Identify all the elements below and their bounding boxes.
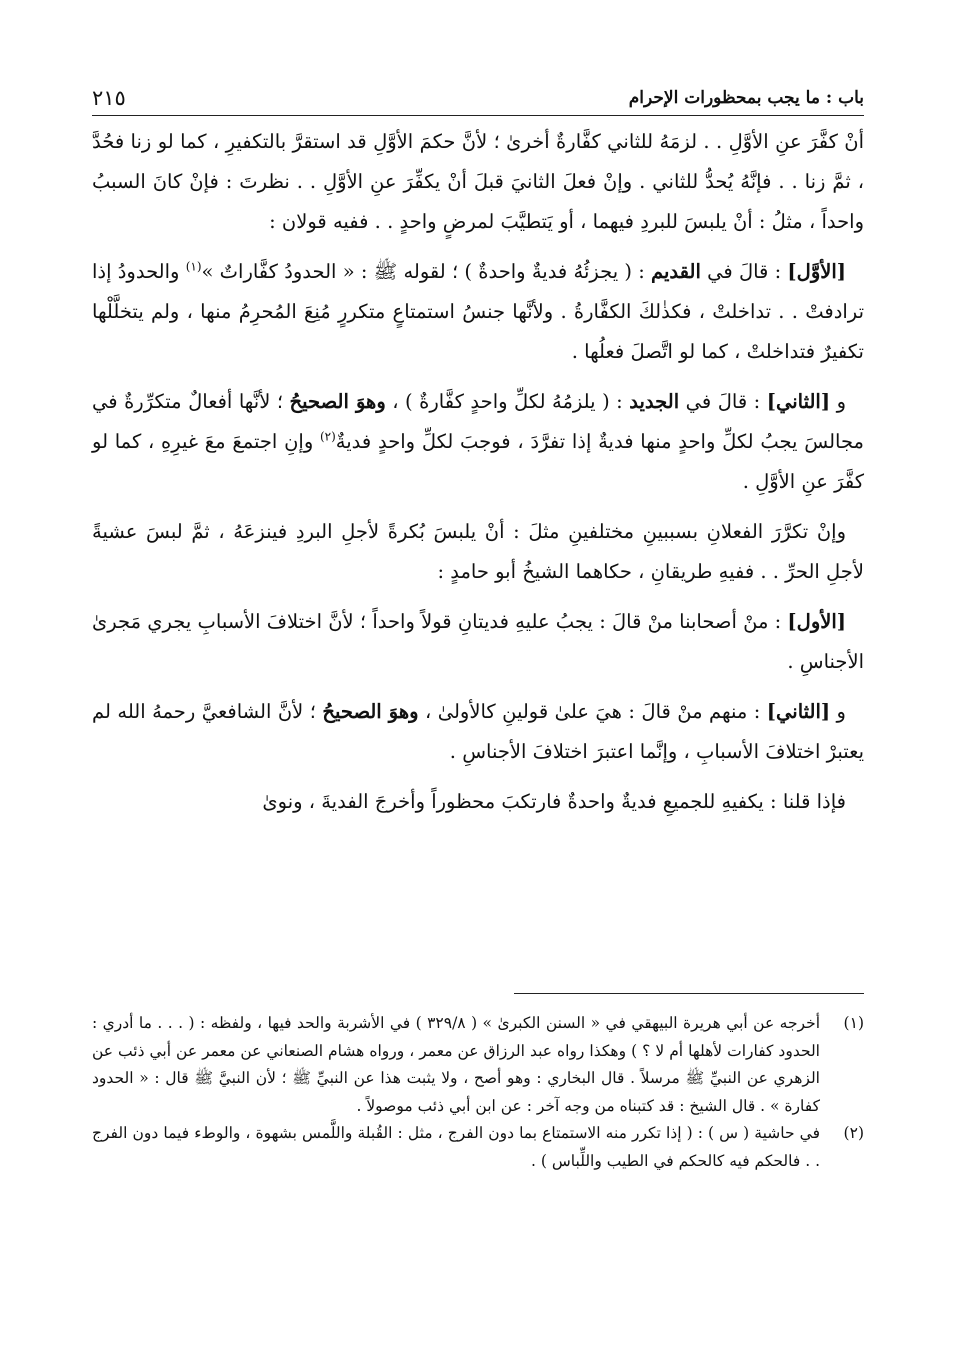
paragraph-2: [92, 252, 864, 372]
footnote-2: [92, 1120, 864, 1175]
paragraph-4: [92, 512, 864, 592]
footnote-number: (١): [843, 1014, 864, 1032]
text-run: و: [830, 390, 846, 413]
running-title: باب : ما يجب بمحظورات الإحرام: [628, 88, 864, 108]
main-text: [92, 122, 864, 832]
bold-term: وهوَ الصحيحُ: [289, 390, 386, 413]
paragraph-7: [92, 782, 864, 822]
text-run: : قالَ في: [700, 260, 788, 283]
page-header: [92, 86, 864, 116]
text-run: : قالَ في: [679, 390, 767, 413]
footnotes: [92, 1010, 864, 1175]
bold-term: [الأوَّل]: [787, 260, 846, 283]
bold-term: [الأول]: [787, 610, 846, 633]
footnote-1: [92, 1010, 864, 1120]
page-number: ٢١٥: [92, 86, 126, 110]
text-run: وإنْ تكرَّرَ الفعلانِ بسببينِ مختلفينِ مثلَ : أنْ يلبسَ بُكرةً لأجلِ البردِ فينزعَهُ ، ثمَّ لبسَ عشيةً لأجلِ الحرِّ . . ففيهِ طريقانِ ، حكاهما الشيخُ أبو حامدٍ :: [92, 520, 864, 583]
text-run: : منهم منْ قالَ : هيَ علىٰ قولينِ كالأولىٰ ،: [418, 700, 767, 723]
text-run: ؛ لأنَّها أفعالٌ متكرِّرةٌ في مجالسَ يجبُ لكلِّ واحدٍ منها فديةٌ إذا تفرَّدَ ، فوجبَ لكلِّ واحدٍ فديةٌ: [92, 390, 864, 453]
paragraph-3: [92, 382, 864, 502]
text-run: أنْ كفَّرَ عنِ الأوَّلِ . . لزمَهُ للثاني كفَّارةٌ أخرىٰ ؛ لأنَّ حكمَ الأوَّلِ قد استقرَّ بالتكفيرِ ، كما لو زنا فحُدَّ ، ثمَّ زنا . . فإنَّهُ يُحدُّ للثاني . وإنْ فعلَ الثانيَ قبلَ أنْ يكفِّرَ عنِ الأوَّلِ . . نظرتَ : فإنْ كانَ السببُ واحداً ، مثلُ : أنْ يلبسَ للبردِ فيهما ، أو يَتطيَّبَ لمرضٍ واحدٍ . . ففيه قولان :: [92, 130, 865, 233]
text-run: ؛ لأنَّ الشافعيَّ رحمهُ الله لم يعتبرْ اختلافَ الأسبابِ ، وإنَّما اعتبرَ اختلافَ الأجناسِ .: [92, 700, 864, 763]
paragraph-6: [92, 692, 864, 772]
footnote-text: أخرجه عن أبي هريرة البيهقي في « السنن الكبرىٰ » ( ٣٢٩/٨ ) في الأشربة والحد فيها ، ولفظه : ( . . . ما أدري : الحدود كفارات لأهلها أم لا ؟ ) وهكذا رواه عبد الرزاق عن معمر ، ورواه هشام الصنعاني عن معمر عن أبي ذئب عن الزهري عن النبيِّ ﷺ مرسلاً . قال البخاري : وهو أصح ، ولا يثبت هذا عن النبيِّ ﷺ ؛ لأن النبيَّ ﷺ قال : « الحدود كفارة » . قال الشيخ : قد كتبناه من وجه آخر : عن ابن أبي ذئب موصولاً .: [92, 1014, 820, 1115]
paragraph-1: [92, 122, 864, 242]
text-run: : ( يجزئُهُ فديةٌ واحدةٌ ) ؛ لقوله ﷺ : « الحدودُ كفَّاراتٌ »: [201, 260, 652, 283]
bold-term: القديم: [651, 260, 701, 283]
text-run: و: [830, 700, 846, 723]
bold-term: الجديد: [629, 390, 680, 413]
text-run: والحدودُ إذا ترادفتْ . . تداخلتْ ، فكذٰلكَ الكفَّارةُ . ولأنَّها جنسُ استمتاعٍ متكررٍ مُنِعَ المُحرِمُ منها ، ولم يتخلَّلْها تكفيرٌ فتداخلتْ ، كما لو اتَّصلَ فعلُها .: [92, 260, 864, 363]
footnote-number: (٢): [843, 1124, 864, 1142]
footnote-marker: (٢): [319, 429, 336, 444]
text-run: : ( يلزمُهُ لكلِّ واحدٍ كفَّارةٌ ) ،: [385, 390, 630, 413]
text-run: : منْ أصحابنا منْ قالَ : يجبُ عليهِ فديتانِ قولاً واحداً ؛ لأنَّ اختلافَ الأسبابِ يجري مَجرىٰ الأجناسِ .: [92, 610, 864, 673]
paragraph-5: [92, 602, 864, 682]
bold-term: [الثاني]: [766, 390, 831, 413]
footnote-text: في حاشية ( س ) : ( إذا تكرر منه الاستمتاع بما دون الفرج ، مثل : القُبلة واللَّمس بشهوة ، والوطء فيما دون الفرج . . فالحكم فيه كالحكم في الطيب واللِّباس ) .: [92, 1124, 820, 1170]
text-run: فإذا قلنا : يكفيهِ للجميعِ فديةٌ واحدةٌ فارتكبَ محظوراً وأخرجَ الفديةَ ، ونوىٰ: [262, 790, 846, 813]
bold-term: وهوَ الصحيحُ: [322, 700, 419, 723]
bold-term: [الثاني]: [766, 700, 831, 723]
text-run: وإنِ اجتمعَ معَ غيرِهِ ، كما لو كفَّرَ عنِ الأوَّلِ .: [92, 430, 864, 493]
footnote-separator: [514, 993, 864, 994]
footnote-marker: (١): [185, 259, 202, 274]
